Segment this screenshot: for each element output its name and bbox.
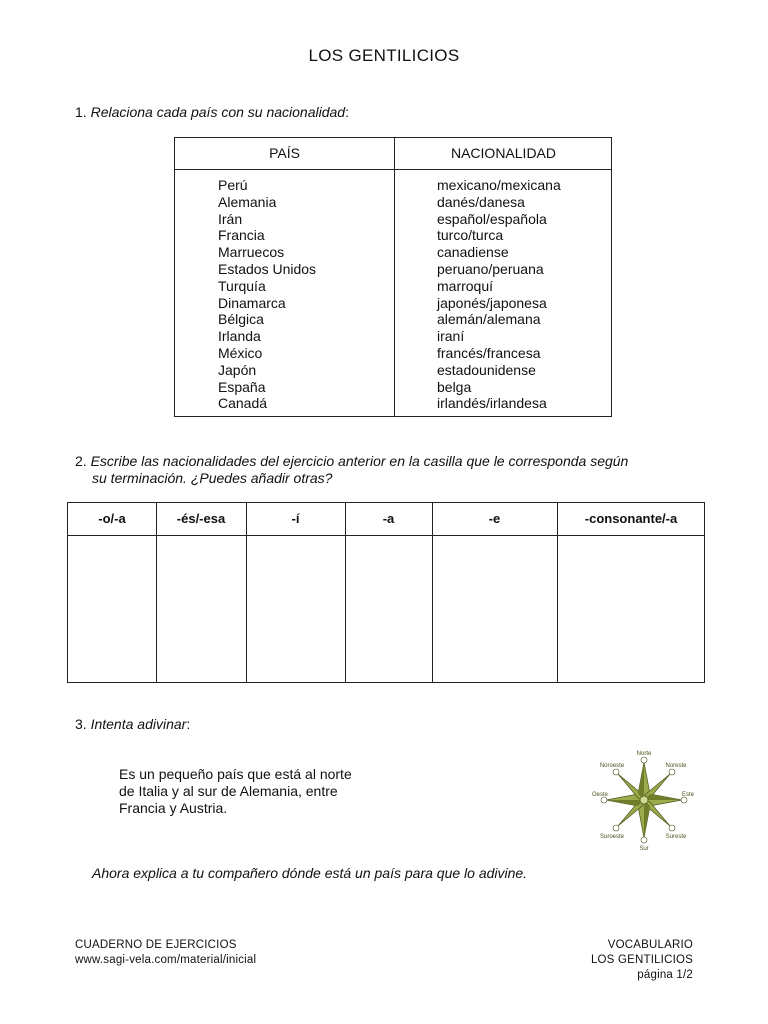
country-item: Alemania [218, 193, 277, 210]
explain-instruction: Ahora explica a tu compañero dónde está un país para que lo adivine. [92, 865, 528, 881]
country-item: Dinamarca [218, 294, 286, 311]
question-text: Relaciona cada país con su nacionalidad [90, 104, 346, 120]
compass-rose-icon [588, 744, 700, 856]
footer-section: VOCABULARIO [607, 939, 693, 951]
country-item: Japón [218, 361, 257, 378]
question-number: 1. [75, 104, 91, 120]
riddle-text [119, 766, 352, 817]
header-pais: PAÍS [269, 145, 300, 161]
question-number: 3. [75, 716, 91, 732]
country-item: Estados Unidos [218, 260, 317, 277]
country-list [218, 177, 316, 412]
riddle-line: de Italia y al sur de Alemania, entre [119, 783, 338, 799]
ending-es-esa: -és/-esa [176, 511, 226, 526]
country-item: Turquía [218, 277, 266, 294]
nationality-list [437, 177, 561, 412]
question-1 [75, 104, 349, 120]
question-suffix: : [186, 716, 191, 732]
compass-label-s: Sur [639, 846, 649, 852]
endings-table [67, 502, 705, 683]
footer-topic: LOS GENTILICIOS [590, 954, 693, 966]
country-item: Irlanda [218, 328, 261, 345]
nationality-item: marroquí [437, 277, 494, 294]
country-item: Canadá [218, 395, 268, 412]
compass-label-n: Norte [636, 751, 652, 757]
ending-consonante: -consonante/-a [584, 511, 678, 526]
header-nacionalidad: NACIONALIDAD [450, 145, 557, 161]
ending-o-a: -o/-a [98, 511, 126, 526]
country-item: Francia [218, 227, 265, 244]
country-nationality-table [174, 137, 612, 417]
country-item: México [218, 344, 263, 361]
nationality-item: peruano/peruana [437, 260, 544, 277]
question-text-line2: su terminación. ¿Puedes añadir otras? [92, 470, 333, 486]
compass-label-ne: Noreste [665, 763, 687, 769]
question-3 [75, 716, 190, 732]
footer-page: página 1/2 [637, 969, 693, 981]
nationality-item: alemán/alemana [437, 311, 541, 328]
footer-workbook: CUADERNO DE EJERCICIOS [75, 939, 237, 951]
compass-label-w: Oeste [591, 792, 609, 798]
nationality-item: estadounidense [437, 361, 536, 378]
question-2 [75, 453, 628, 487]
question-text-line1: Escribe las nacionalidades del ejercicio anterior en la casilla que le corresponda según [90, 453, 629, 469]
compass-label-nw: Noroeste [599, 763, 625, 769]
country-item: Perú [218, 177, 248, 193]
nationality-item: irlandés/irlandesa [437, 395, 547, 412]
riddle-line: Es un pequeño país que está al norte [119, 766, 352, 782]
country-item: Irán [218, 210, 243, 227]
compass-label-sw: Suroeste [599, 834, 625, 840]
riddle-line: Francia y Austria. [119, 800, 228, 816]
nationality-item: turco/turca [437, 227, 504, 244]
nationality-item: mexicano/mexicana [437, 177, 561, 193]
question-number: 2. [75, 453, 91, 469]
nationality-item: canadiense [437, 244, 509, 261]
question-suffix: : [345, 104, 349, 120]
nationality-item: belga [437, 378, 472, 395]
country-item: Bélgica [218, 311, 264, 328]
country-item: Marruecos [218, 244, 285, 261]
country-item: España [218, 378, 266, 395]
footer-right [591, 938, 693, 983]
nationality-item: francés/francesa [437, 344, 541, 361]
nationality-item: español/española [437, 210, 547, 227]
ending-e: -e [488, 511, 501, 526]
nationality-item: japonés/japonesa [437, 294, 547, 311]
nationality-item: iraní [437, 328, 465, 345]
footer-url: www.sagi-vela.com/material/inicial [75, 954, 257, 966]
compass-label-se: Sureste [665, 834, 687, 840]
ending-a: -a [382, 511, 395, 526]
ending-i: -í [291, 511, 300, 526]
page-title: LOS GENTILICIOS [308, 46, 460, 65]
footer-left [75, 938, 256, 968]
compass-label-e: Este [681, 792, 695, 798]
question-text: Intenta adivinar [90, 716, 187, 732]
nationality-item: danés/danesa [437, 193, 525, 210]
